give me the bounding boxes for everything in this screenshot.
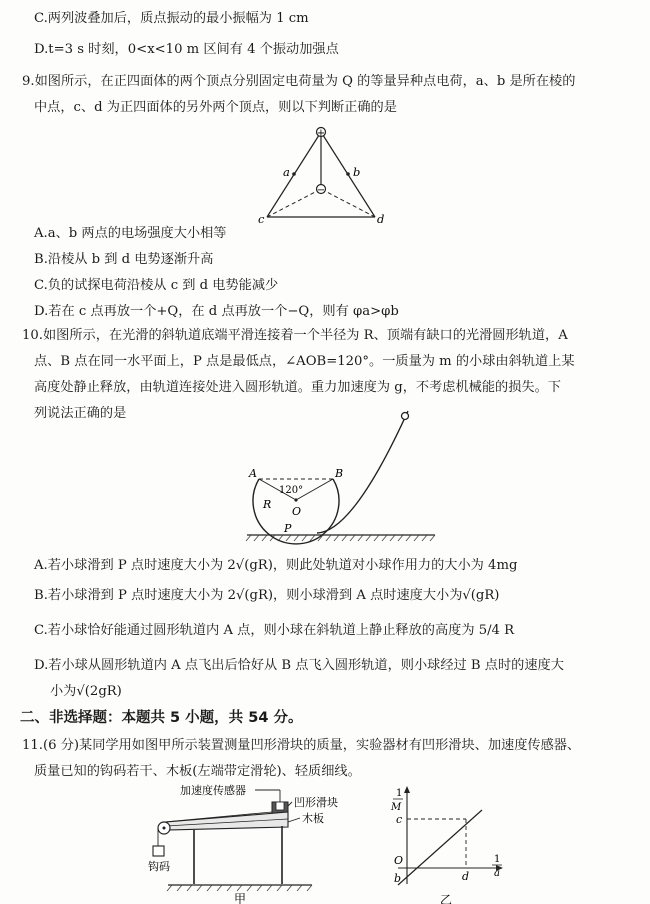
angle-label: 120° — [279, 485, 304, 496]
point-b-label: b — [353, 165, 361, 179]
q10-option-b: B.若小球滑到 P 点时速度大小为 2√(gR)，则小球滑到 A 点时速度大小为√(gR) — [34, 588, 500, 603]
q10-stem-line4: 列说法正确的是 — [34, 406, 127, 421]
q10-stem-line3: 高度处静止释放，由轨道连接处进入圆形轨道。重力加速度为 g，不考虑机械能的损失。下 — [34, 380, 561, 395]
point-B-label: B — [335, 467, 344, 480]
q9-option-b: B.沿棱从 b 到 d 电势逐渐升高 — [34, 252, 214, 267]
circular-track-figure — [235, 420, 450, 545]
section-heading: 二、非选择题：本题共 5 小题，共 54 分。 — [20, 710, 303, 726]
q9-option-c: C.负的试探电荷沿棱从 c 到 d 电势能减少 — [34, 278, 279, 293]
y-axis-label: M — [391, 802, 402, 813]
apparatus-figure-jia — [142, 782, 372, 904]
q10-stem-line2: 点、B 点在同一水平面上，P 点是最低点，∠AOB=120°。一质量为 m 的小球由斜轨道上某 — [34, 354, 575, 369]
q10-option-d: D.若小球从圆形轨道内 A 点飞出后恰好从 B 点飞入圆形轨道，则小球经过 B 点时的速度大 — [34, 658, 564, 673]
weight-label: 钩码 — [148, 860, 170, 873]
q10-option-d-cont: 小为√(2gR) — [50, 684, 122, 699]
option-c-q8: C.两列波叠加后，质点振动的最小振幅为 1 cm — [34, 11, 309, 26]
intercept-c-label: c — [396, 813, 403, 826]
origin-label: O — [394, 854, 404, 867]
option-d-q8: D.t=3 s 时刻，0<x<10 m 区间有 4 个振动加强点 — [34, 42, 339, 57]
tetrahedron-figure — [255, 122, 405, 232]
q9-option-a: A.a、b 两点的电场强度大小相等 — [34, 226, 227, 241]
intercept-b-label: b — [394, 872, 402, 885]
caption-yi: 乙 — [440, 893, 453, 904]
radius-label: R — [263, 498, 272, 511]
svg-text:+: + — [316, 128, 326, 139]
q9-option-d: D.若在 c 点再放一个+Q，在 d 点再放一个−Q，则有 φa>φb — [34, 304, 399, 319]
slider-label: 凹形滑块 — [294, 796, 338, 809]
svg-text:1: 1 — [396, 788, 403, 799]
point-d-label: d — [377, 212, 385, 226]
q10-stem-line1: 10.如图所示，在光滑的斜轨道底端平滑连接着一个半径为 R、顶端有缺口的光滑圆形轨道，A — [22, 328, 568, 343]
point-a-label: a — [283, 165, 290, 179]
point-P-label: P — [284, 522, 292, 535]
board-label: 木板 — [302, 812, 324, 825]
center-label: O — [292, 505, 302, 518]
tick-d-label: d — [462, 870, 470, 883]
ball-icon — [402, 413, 409, 420]
graph-figure-yi — [382, 786, 512, 904]
sensor-label: 加速度传感器 — [180, 784, 246, 797]
point-A-label: A — [249, 467, 257, 480]
q11-stem-line2: 质量已知的钩码若干、木板(左端带定滑轮)、轻质细线。 — [34, 764, 361, 779]
q10-option-a: A.若小球滑到 P 点时速度大小为 2√(gR)，则此处轨道对小球作用力的大小为 4mg — [34, 558, 518, 573]
x-axis-label: a — [494, 868, 500, 879]
q9-stem-line1: 9.如图所示，在正四面体的两个顶点分别固定电荷量为 Q 的等量异种点电荷，a、b 是所在棱的 — [22, 74, 576, 89]
svg-text:−: − — [316, 185, 326, 196]
q10-option-c: C.若小球恰好能通过圆形轨道内 A 点，则小球在斜轨道上静止释放的高度为 5/4 R — [34, 623, 515, 638]
q9-stem-line2: 中点，c、d 为正四面体的另外两个顶点，则以下判断正确的是 — [34, 100, 397, 115]
point-c-label: c — [258, 212, 265, 226]
svg-text:1: 1 — [494, 854, 501, 865]
q11-stem-line1: 11.(6 分)某同学用如图甲所示装置测量凹形滑块的质量，实验器材有凹形滑块、加速度传感器、 — [22, 738, 581, 753]
caption-jia: 甲 — [234, 892, 247, 904]
